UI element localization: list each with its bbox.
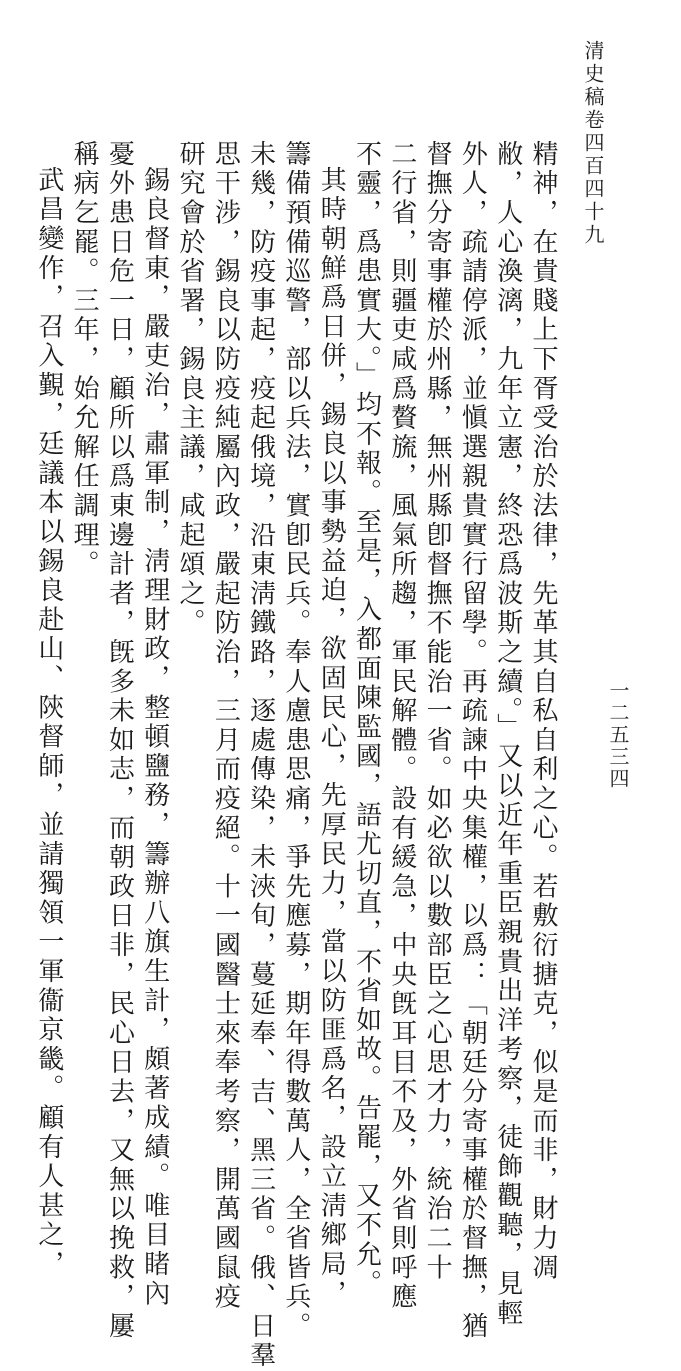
text-column: 督撫分寄事權於州縣，無州縣卽督撫不能治一省。如必欲以數部臣之心思才力，統治二十	[422, 140, 453, 1283]
text-column: 思干涉，錫良以防疫純屬內政，嚴起防治，三月而疫絕。十一國醫士來奉考察，開萬國鼠疫	[210, 140, 241, 1312]
page-number: 一二五三四	[606, 680, 630, 790]
text-body	[33, 140, 560, 1371]
text-column: 精神，在貴賤上下胥受治於法律，先革其自私自利之心。若敷衍搪克，似是而非，財力凋	[528, 140, 558, 1283]
text-column: 武昌變作，召入覲，廷議本以錫良赴山、陝督師，並請獨領一軍衞京畿。顧有人甚之，	[33, 166, 64, 1280]
text-column: 二行省，則疆吏咸爲贅旒，風氣所趨，軍民解體。設有緩急，中央旣耳目不及，外省則呼應	[386, 140, 417, 1312]
text-column: 稱病乞罷。三年，始允解任調理。	[69, 140, 100, 580]
text-column: 籌備預備巡警，部以兵法，實卽民兵。奉人慮患思痛，爭先應募，期年得數萬人，全省皆兵。	[280, 140, 311, 1342]
text-column: 研究會於省署，錫良主議，咸起頌之。	[175, 140, 206, 639]
text-column: 外人，疏請停派，並愼選親貴實行留學。再疏諫中央集權，以爲：「朝廷分寄事權於督撫，猶	[457, 140, 488, 1342]
text-column: 其時朝鮮爲日併，錫良以事勢益迫，欲固民心，先厚民力，當以防匪爲名，設立淸鄉局，	[316, 166, 347, 1309]
text-column: 未幾，防疫事起，疫起俄境，沿東淸鐵路，逐處傳染，未浹旬，蔓延奉、吉、黑三省。俄、日羣	[245, 140, 276, 1371]
text-column: 敝，人心渙漓，九年立憲，終恐爲波斯之續。」又以近年重臣親貴出洋考察，徒飾觀聽，見輕	[492, 140, 523, 1329]
book-title-header: 清史稿卷四百四十九	[581, 40, 605, 247]
text-column: 憂外患日危一日，顧所以爲東邊計者，旣多未如志，而朝政日非，民心日去，又無以挽救，屢	[104, 140, 135, 1342]
text-column: 不靈，爲患實大。」均不報。至是，入都面陳監國，語尤切直，不省如故。告罷，又不允。	[351, 140, 382, 1299]
text-column: 錫良督東，嚴吏治，肅軍制，淸理財政，整頓鹽務，籌辦八旗生計，頗著成績。唯目睹內	[139, 166, 170, 1309]
